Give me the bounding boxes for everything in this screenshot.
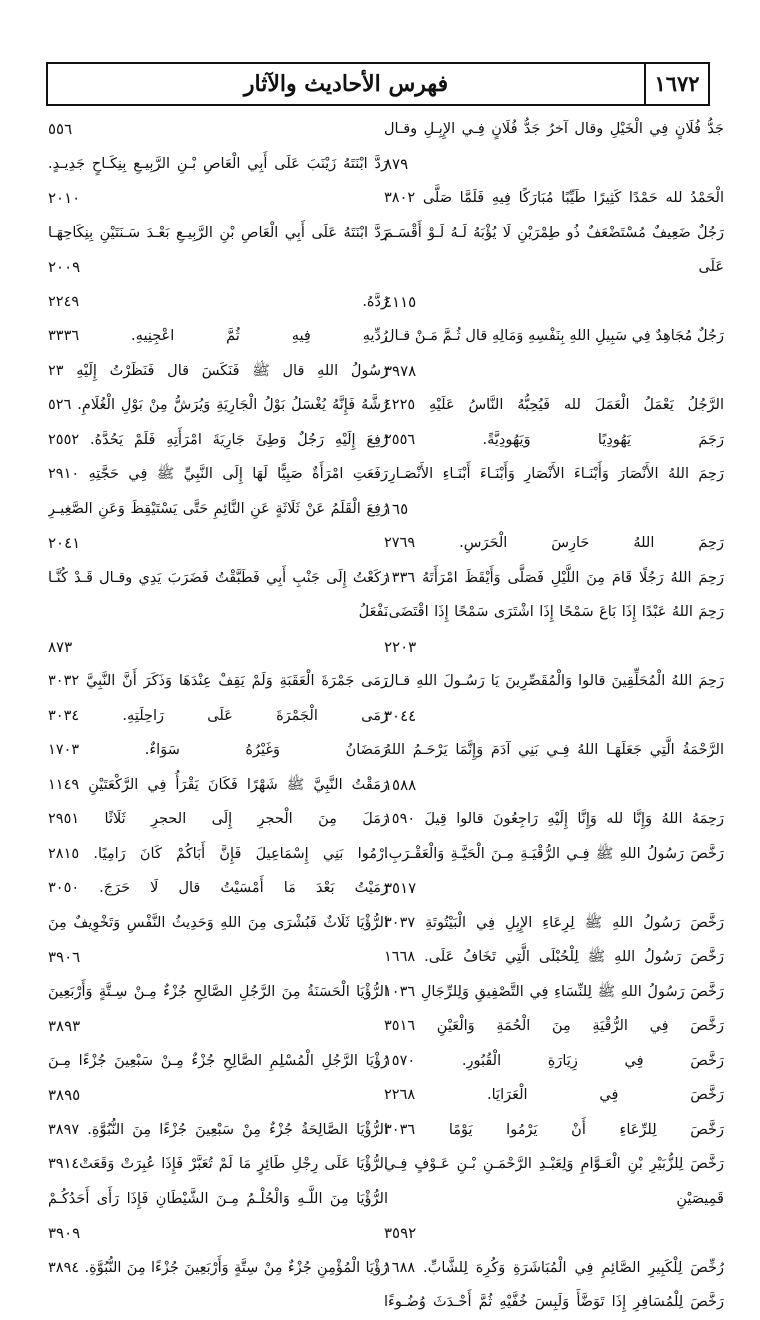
hadith-entry: رَمَيْتُ بَعْدَ مَا أَمْسَيْتُ قال لَا حَرَجَ. ٣٠٥٠ [48, 880, 388, 896]
hadith-entry: رَمَضَانُ وَغَيْرُهُ سَوَاءٌ. ١٧٠٣ [48, 742, 388, 758]
hadith-entry: رَجَمَ يَهُودِيًا وَيَهُودِيَّةً. ٢٥٥٦ [384, 431, 724, 448]
hadith-entry: نَفْعَلُ [358, 604, 388, 620]
hadith-entry: رَخَّصَ رَسُولُ اللهِ ﷺ فِـي الرُّقْيَـةِ مِـنَ الْحَيَّـةِ وَالْعَقْـرَبِ. [384, 845, 724, 862]
reference-number: ٣٥٩٢ [384, 1224, 417, 1242]
reference-number: ٣٩٧٨ [384, 361, 417, 380]
hadith-entry: رَفَعَتِ امْرَأَةٌ صَبِيًّا لَهَا إِلَى النَّبِيِّ ﷺ فِي حَجَّتِهِ ٢٩١٠ [48, 466, 388, 482]
hadith-entry: رَحِمَ اللهُ حَارِسَ الْحَرَسِ. ٢٧٦٩ [384, 535, 724, 551]
hadith-entry: عَلَى [698, 259, 724, 275]
reference-number: ٢٠٠٩ [48, 258, 81, 276]
right-column [384, 112, 724, 1320]
hadith-entry: الرُّؤْيَا ثَلَاثٌ فَبُشْرَى مِنَ اللهِ وَحَدِيثُ النَّفْسِ وَتَخْوِيفٌ مِنَ [48, 914, 388, 931]
hadith-entry: رَخَّصَ فِي الرُّقْيَةِ مِنَ الْحُمَةِ وَالْعَيْنِ ٣٥١٦ [384, 1018, 724, 1034]
page-title: فهرس الأحاديث والآثار [243, 71, 449, 97]
hadith-entry: رُدِّيهِ فِيهِ ثُمَّ اعْجِنِيهِ. ٣٣٣٦ [48, 328, 388, 344]
hadith-entry: الْحَمْدُ لله حَمْدًا كَثِيرًا طَيِّبًا مُبَارَكًا فِيهِ فَلَمَّا صَلَّى ٣٨٠٢ [384, 190, 724, 206]
reference-number: ٢٠١٠ [48, 189, 81, 207]
hadith-entry: رَخَّصَ رَسُولُ اللهِ ﷺ لِلْحُبْلَى الَّتِي تَخَافُ عَلَى. ١٦٦٨ [384, 949, 724, 965]
page-number: ١٦٧٢ [644, 64, 708, 104]
hadith-entry: رَدَّ ابْنَتَهُ عَلَى أَبِي الْعَاصِ بْنِ الرَّبِيـعِ بَعْـدَ سَـنَتَيْنِ بِنِكَاحِهَـا [48, 224, 388, 241]
left-column [48, 112, 388, 1285]
reference-number: ٣٩٠٦ [48, 948, 81, 966]
reference-number: ٨٧٣ [48, 637, 73, 656]
hadith-entry: الرُّؤْيَا مِنَ اللَّـهِ وَالْحُلْـمُ مِـنَ الشَّيْطَانِ فَإِذَا رَأَى أَحَدُكُـمْ [48, 1190, 388, 1207]
reference-number: ٣٠٤٤ [384, 706, 417, 725]
reference-number: ٢٠٤١ [48, 534, 81, 552]
hadith-entry: رَخَّصَ رَسُولُ اللهِ ﷺ لِرِعَاءِ الإِبِلِ فِي الْبَيْتُوتَةِ ٣٠٣٧ [384, 914, 724, 931]
hadith-entry: رُؤْيَا الْمُؤْمِنِ جُزْءٌ مِنْ سِتَّةٍ وَأَرْبَعِينَ جُزْءًا مِنَ النُّبُوَّةِ. ٣٨٩٤ [48, 1259, 388, 1276]
hadith-entry: رَخَّصَ لِلْمُسَافِرِ إِذَا تَوَضَّأَ وَلَبِسَ خُفَّيْهِ ثُمَّ أَحْـدَثَ وُضُـوءًا [384, 1294, 724, 1310]
reference-number: ١٦٥ [384, 499, 409, 518]
hadith-entry: رَكَعْتُ إِلَى جَنْبِ أَبِي فَطَبَّقْتُ فَضَرَبَ يَدِي وقـال قَـدْ كُنَّـا [48, 569, 388, 586]
hadith-entry: رَجُلٌ ضَعِيفٌ مُسْتَضْعَفٌ ذُو طِمْرَيْنِ لَا يُؤْبَهُ لَـهُ لَـوْ أَقْسَـمَ [384, 224, 724, 241]
hadith-entry: رَدَّ ابْنَتَهُ زَيْنَبَ عَلَى أَبِي الْعَاصِ بْـنِ الرَّبِيـعِ بِنِكَـاحٍ جَدِيـدٍ. [48, 155, 388, 172]
hadith-entry: رَخَّصَ لِلرِّعَاءِ أَنْ يَرْمُوا يَوْمًا ٣٠٣٦ [384, 1121, 724, 1138]
reference-number: ٤١١٥ [384, 292, 417, 311]
hadith-entry: رَخَّصَ رَسُولُ اللهِ ﷺ لِلنِّسَاءِ فِي التَّصْفِيقِ وَلِلرِّجَالِ ١٠٣٦ [384, 983, 724, 1000]
page-header [46, 62, 710, 106]
reference-number: ٣٨٩٥ [48, 1086, 81, 1104]
reference-number: ٣٥١٧ [384, 879, 417, 897]
hadith-entry: رَحِمَ اللهُ رَجُلًا قَامَ مِنَ اللَّيْلِ فَصَلَّى وَأَيْقَظَ امْرَأَتَهُ ١٣٣٦ [384, 569, 724, 586]
hadith-entry: رُفِعَ إِلَيْهِ رَجُلٌ وَطِئَ جَارِيَةَ امْرَأَتِهِ فَلَمْ يَحُدَّهُ. ٢٥٥٢ [48, 431, 388, 448]
hadith-entry: الرَّجُلُ يَعْمَلُ الْعَمَلَ لله فَيُحِبُّهُ النَّاسُ عَلَيْهِ ٤٢٢٥ [384, 397, 724, 413]
hadith-entry: رُدَّهُ. ٢٢٤٩ [48, 293, 388, 310]
reference-number: ٣٨٩٣ [48, 1017, 81, 1035]
hadith-entry: الرُّؤْيَا عَلَى رِجْلِ طَائِرٍ مَا لَمْ تُعَبَّرْ فَإِذَا عُبِرَتْ وَقَعَتْ٣٩١٤ [48, 1156, 388, 1172]
hadith-entry: رَمَلَ مِنَ الْحجرِ إِلَى الحجرِ ثَلَاثًا ٢٩٥١ [48, 811, 388, 827]
hadith-entry: رَخَّصَ فِي الْعَرَايَا. ٢٢٦٨ [384, 1087, 724, 1103]
hadith-entry: رَحِمَ اللهُ الْمُحَلِّقِينَ قالوا وَالْمُقَصِّرِينَ يَا رَسُـولَ اللهِ قـال [384, 673, 724, 689]
hadith-entry: رُخِّصَ لِلْكَبِيرِ الصَّائِمِ فِي الْمُبَاشَرَةِ وَكُرِهَ لِلشَّابِّ. ١٦٨٨ [384, 1259, 724, 1276]
hadith-entry: رُؤْيَا الرَّجُلِ الْمُسْلِمِ الصَّالِحِ جُزْءٌ مِـنْ سَبْعِينَ جُزْءًا مِـنَ [48, 1052, 388, 1069]
hadith-entry: جَدُّ فُلَانٍ فِي الْخَيْلِ وقال آخرُ جَدُّ فُلَانٍ فِـي الإِبِـلِ وقـال [384, 121, 724, 137]
hadith-entry: رَحِمَ اللهُ عَبْدًا إِذَا بَاعَ سَمْحًا إِذَا اشْتَرَى سَمْحًا إِذَا اقْتَضَى. [384, 604, 724, 620]
reference-number: ٢٢٠٣ [384, 637, 417, 656]
hadith-entry: رَحِمَ اللهُ الأَنْصَارَ وَأَبْنَـاءَ الأَنْصَارِ وَأَبْنَـاءَ أَبْنَـاءِ الأَنْصَـارِ. [384, 466, 724, 482]
hadith-entry: رُشَّهُ فَإِنَّهُ يُغْسَلُ بَوْلُ الْجَارِيَةِ وَيُرَشُّ مِنْ بَوْلِ الْغُلَامِ. ٥٢٦ [48, 397, 388, 413]
reference-number: ٨٧٩ [384, 154, 409, 173]
reference-number: ٥٥٦ [48, 120, 73, 138]
hadith-entry: رَحِمَهُ اللهُ وَإِنَّا لله وَإِنَّا إِلَيْهِ رَاجِعُونَ قالوا قِيلَ ١٥٩٠ [384, 811, 724, 827]
hadith-entry: رَمَى جَمْرَةَ الْعَقَبَةِ وَلَمْ يَقِفْ عِنْدَهَا وَذَكَرَ أَنَّ النَّبِيَّ ٣٠٣٢ [48, 673, 388, 689]
hadith-entry: رَمَقْتُ النَّبِيَّ ﷺ شَهْرًا فَكَانَ يَقْرَأُ فِي الرَّكْعَتَيْنِ ١١٤٩ [48, 776, 388, 793]
reference-number: ١٥٨٨ [384, 775, 417, 794]
hadith-entry: رَخَّصَ فِي زِيَارَةِ الْقُبُورِ. ١٥٧٠ [384, 1052, 724, 1069]
hadith-entry: رَخَّصَ لِلزُّبَيْرِ بْنِ الْعَـوَّامِ وَلِعَبْـدِ الرَّحْمَـنِ بْـنِ عَـوْفٍ فِـي [384, 1156, 724, 1172]
hadith-entry: رَمَى الْجَمْرَةَ عَلَى رَاحِلَتِهِ. ٣٠٣٤ [48, 707, 388, 724]
hadith-entry: رُفِعَ الْقَلَمُ عَنْ ثَلَاثَةٍ عَنِ النَّائِمِ حَتَّى يَسْتَيْقِظَ وَعَنِ الصَّغِيـرِ [48, 500, 388, 517]
hadith-entry: قَمِيصَيْنِ [676, 1190, 724, 1207]
hadith-entry: الرُّؤْيَا الْحَسَنَةُ مِنَ الرَّجُلِ الصَّالِحِ جُزْءٌ مِـنْ سِـتَّةٍ وَأَرْبَعِينَ [48, 983, 388, 1000]
reference-number: ٣٩٠٩ [48, 1224, 81, 1242]
hadith-entry: رَجُلٌ مُجَاهِدٌ فِي سَبِيلِ اللهِ بِنَفْسِهِ وَمَالِهِ قال ثُـمَّ مَـنْ قـال [384, 328, 724, 344]
hadith-entry: ارْمُوا بَنِي إِسْمَاعِيلَ فَإِنَّ أَبَاكُمْ كَانَ رَامِيًا. ٢٨١٥ [48, 845, 388, 862]
hadith-entry: الرَّحْمَةُ الَّتِي جَعَلَهَـا اللهُ فِـي بَنِي آدَمَ وَإِنَّمَا يَرْحَـمُ اللهُ [384, 742, 724, 758]
hadith-entry: رَسُولُ اللهِ قال ﷺ فَنَكَسَ قال فَنَظَرْتُ إِلَيْهِ ٢٣ [48, 362, 388, 379]
hadith-entry: الرُّؤْيَا الصَّالِحَةُ جُزْءٌ مِنْ سَبْعِينَ جُزْءًا مِنَ النُّبُوَّةِ. ٣٨٩٧ [48, 1121, 388, 1138]
